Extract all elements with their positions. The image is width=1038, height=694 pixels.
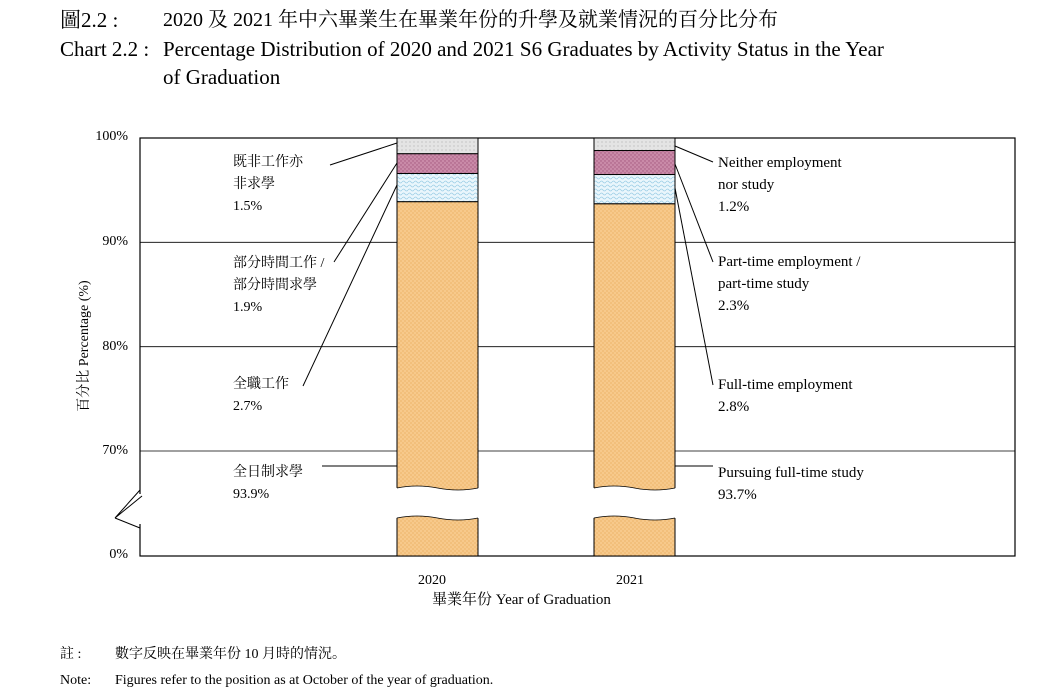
bar-segment-fulltime-employment — [594, 175, 675, 204]
leader-line — [675, 188, 713, 385]
leader-line — [330, 143, 397, 165]
bar-segment-parttime — [397, 154, 478, 174]
x-tick-label-2021: 2021 — [616, 573, 644, 588]
chart-label-en: Chart 2.2 : — [60, 37, 150, 61]
left-label-study: 全日制求學 93.9% — [233, 465, 303, 502]
leader-line — [675, 164, 713, 262]
right-label-study: Pursuing full-time study 93.7% — [718, 465, 864, 503]
leader-line — [334, 163, 397, 262]
bar-segment-neither — [397, 138, 478, 154]
y-tick-label: 90% — [102, 234, 128, 249]
right-label-fulltime: Full-time employment 2.8% — [718, 377, 853, 415]
note-label-en: Note: — [60, 673, 92, 688]
x-axis-label: 畢業年份 Year of Graduation — [432, 592, 611, 608]
left-label-parttime: 部分時間工作 / 部分時間求學 1.9% — [233, 256, 325, 315]
chart-title-en-line1: Percentage Distribution of 2020 and 2021 S6 Graduates by Activity Status in the Year — [163, 37, 884, 61]
chart-title-zh: 2020 及 2021 年中六畢業生在畢業年份的升學及就業情況的百分比分布 — [163, 9, 778, 31]
y-axis-break-zigzag — [115, 518, 140, 528]
bar-segment-neither — [594, 138, 675, 151]
y-axis-break-gap — [137, 494, 143, 524]
right-label-parttime: Part-time employment / part-time study 2.3% — [718, 254, 861, 314]
left-label-neither: 既非工作亦 非求學 1.5% — [233, 155, 303, 214]
note-text-en: Figures refer to the position as at October of the year of graduation. — [115, 673, 494, 688]
bar-segment-parttime — [594, 151, 675, 175]
axis-break-gap — [593, 486, 676, 520]
bar-segment-fulltime-employment — [397, 173, 478, 201]
y-tick-label: 70% — [102, 443, 128, 458]
chart-title-en-line2: of Graduation — [163, 65, 281, 89]
chart-label-zh: 圖2.2 : — [60, 8, 119, 32]
note-text-zh: 數字反映在畢業年份 10 月時的情況。 — [115, 647, 346, 662]
note-label-zh: 註 : — [60, 647, 82, 662]
left-label-fulltime: 全職工作 2.7% — [233, 377, 289, 414]
leader-line — [675, 146, 713, 162]
y-tick-label: 0% — [109, 547, 128, 562]
y-axis-label: 百分比 Percentage (%) — [77, 280, 92, 412]
right-label-neither: Neither employment nor study 1.2% — [718, 155, 842, 215]
axis-break-gap — [396, 486, 479, 520]
y-tick-label: 80% — [102, 339, 128, 354]
x-tick-label-2020: 2020 — [418, 573, 446, 588]
y-tick-label: 100% — [95, 129, 128, 144]
